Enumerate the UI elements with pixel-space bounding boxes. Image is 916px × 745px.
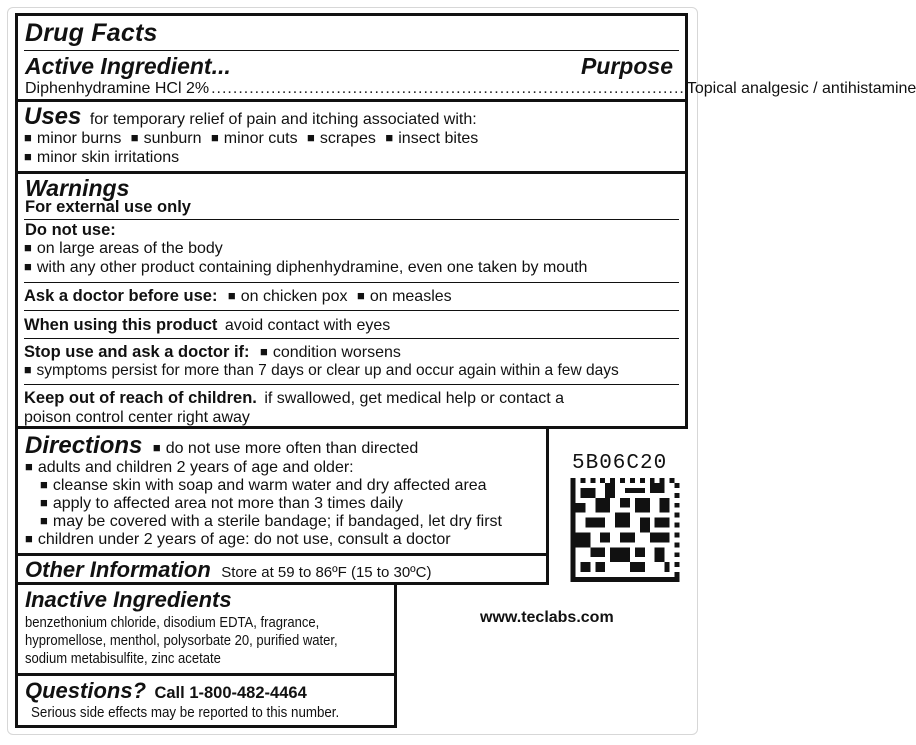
divider [24, 50, 679, 51]
ask-doctor-item: ■ on measles [357, 288, 452, 305]
inactive-line: sodium metabisulfite, zinc acetate [25, 651, 221, 667]
directions-sub-item [40, 513, 502, 531]
directions-children [25, 531, 451, 549]
do-not-use-text: ■ with any other product containing diphenhydramine, even one taken by mouth [24, 259, 587, 276]
do-not-use-heading: Do not use: [25, 221, 116, 239]
lot-code: 5B06C20 [572, 452, 668, 475]
directions-item: ■ do not use more often than directed [153, 440, 418, 457]
directions-sub-text: ■ may be covered with a sterile bandage; if bandaged, let dry first [40, 513, 502, 530]
directions-sub-text: ■ cleanse skin with soap and warm water and dry affected area [40, 477, 487, 494]
when-using-line [24, 316, 390, 335]
uses-items-line-2 [24, 149, 179, 167]
directions-sub-item [40, 477, 487, 495]
divider [24, 310, 679, 311]
directions-sub-text: ■ apply to affected area not more than 3 times daily [40, 495, 403, 512]
questions-phone: Call 1-800-482-4464 [154, 684, 307, 702]
uses-line [24, 104, 477, 130]
other-information-section [15, 553, 549, 585]
warnings-heading: Warnings [25, 175, 130, 201]
use-item: ■ minor cuts [211, 130, 298, 147]
directions-section [15, 429, 549, 556]
section-divider [18, 99, 685, 102]
external-use-only: For external use only [25, 198, 191, 216]
inactive-ingredients-section [15, 582, 397, 728]
use-item: ■ insect bites [385, 130, 478, 147]
divider [24, 219, 679, 220]
stop-use-item-2 [24, 362, 637, 380]
do-not-use-text: ■ on large areas of the body [24, 240, 223, 257]
directions-line [25, 433, 418, 459]
stop-use-text: ■ symptoms persist for more than 7 days or clear up and occur again within a few days [24, 362, 619, 380]
use-item: ■ sunburn [131, 130, 202, 147]
questions-line [25, 678, 307, 704]
other-information-text: Store at 59 to 86ºF (15 to 30ºC) [221, 564, 432, 581]
uses-intro: for temporary relief of pain and itching associated with: [89, 111, 477, 128]
ask-doctor-line [24, 287, 452, 306]
section-divider [18, 673, 394, 676]
keep-out-text-2: poison control center right away [24, 409, 250, 426]
purpose-heading: Purpose [580, 53, 673, 79]
keep-out-line [24, 389, 564, 408]
active-ingredient-purpose: Topical analgesic / antihistamine [686, 80, 916, 97]
directions-adults [25, 459, 354, 477]
stop-use-heading: Stop use and ask a doctor if: [24, 343, 250, 361]
inactive-ingredients-heading: Inactive Ingredients [25, 587, 232, 612]
stop-use-line [24, 343, 401, 362]
active-ingredient-name: Diphenhydramine HCl 2% [25, 80, 210, 97]
questions-heading: Questions? [25, 678, 147, 703]
uses-items-line-1 [24, 130, 478, 148]
active-ingredient-row [25, 80, 916, 98]
other-information-line [25, 557, 431, 583]
directions-children-text: ■ children under 2 years of age: do not use, consult a doctor [25, 531, 451, 548]
section-divider [18, 171, 685, 174]
stop-use-item: ■ condition worsens [260, 344, 401, 361]
when-using-heading: When using this product [24, 316, 218, 334]
other-information-heading: Other Information [25, 557, 211, 582]
divider [24, 338, 679, 339]
uses-heading: Uses [24, 103, 82, 130]
inactive-line: benzethonium chloride, disodium EDTA, fragrance, [25, 615, 320, 631]
do-not-use-item [24, 240, 223, 258]
divider [24, 282, 679, 283]
active-ingredient-heading: Active Ingredient... [25, 53, 231, 79]
inactive-line: hypromellose, menthol, polysorbate 20, purified water, [25, 633, 338, 649]
drug-facts-panel [15, 13, 916, 429]
directions-adults-text: ■ adults and children 2 years of age and older: [25, 459, 354, 476]
dot-leader: ....................................................................................... [211, 80, 685, 97]
questions-note: Serious side effects may be reported to this number. [31, 705, 340, 721]
keep-out-heading: Keep out of reach of children. [24, 389, 257, 407]
when-using-text: avoid contact with eyes [224, 317, 391, 334]
divider [24, 384, 679, 385]
keep-out-text: if swallowed, get medical help or contact a [264, 390, 565, 407]
directions-sub-item [40, 495, 403, 513]
ask-doctor-item: ■ on chicken pox [228, 288, 348, 305]
drug-facts-title: Drug Facts [25, 19, 158, 47]
do-not-use-item [24, 259, 587, 277]
website-text: www.teclabs.com [480, 609, 614, 626]
use-item: ■ minor skin irritations [24, 149, 179, 166]
data-matrix-barcode [570, 478, 680, 582]
use-item: ■ scrapes [307, 130, 376, 147]
use-item: ■ minor burns [24, 130, 121, 147]
ask-doctor-heading: Ask a doctor before use: [24, 287, 218, 305]
directions-heading: Directions [25, 432, 143, 459]
